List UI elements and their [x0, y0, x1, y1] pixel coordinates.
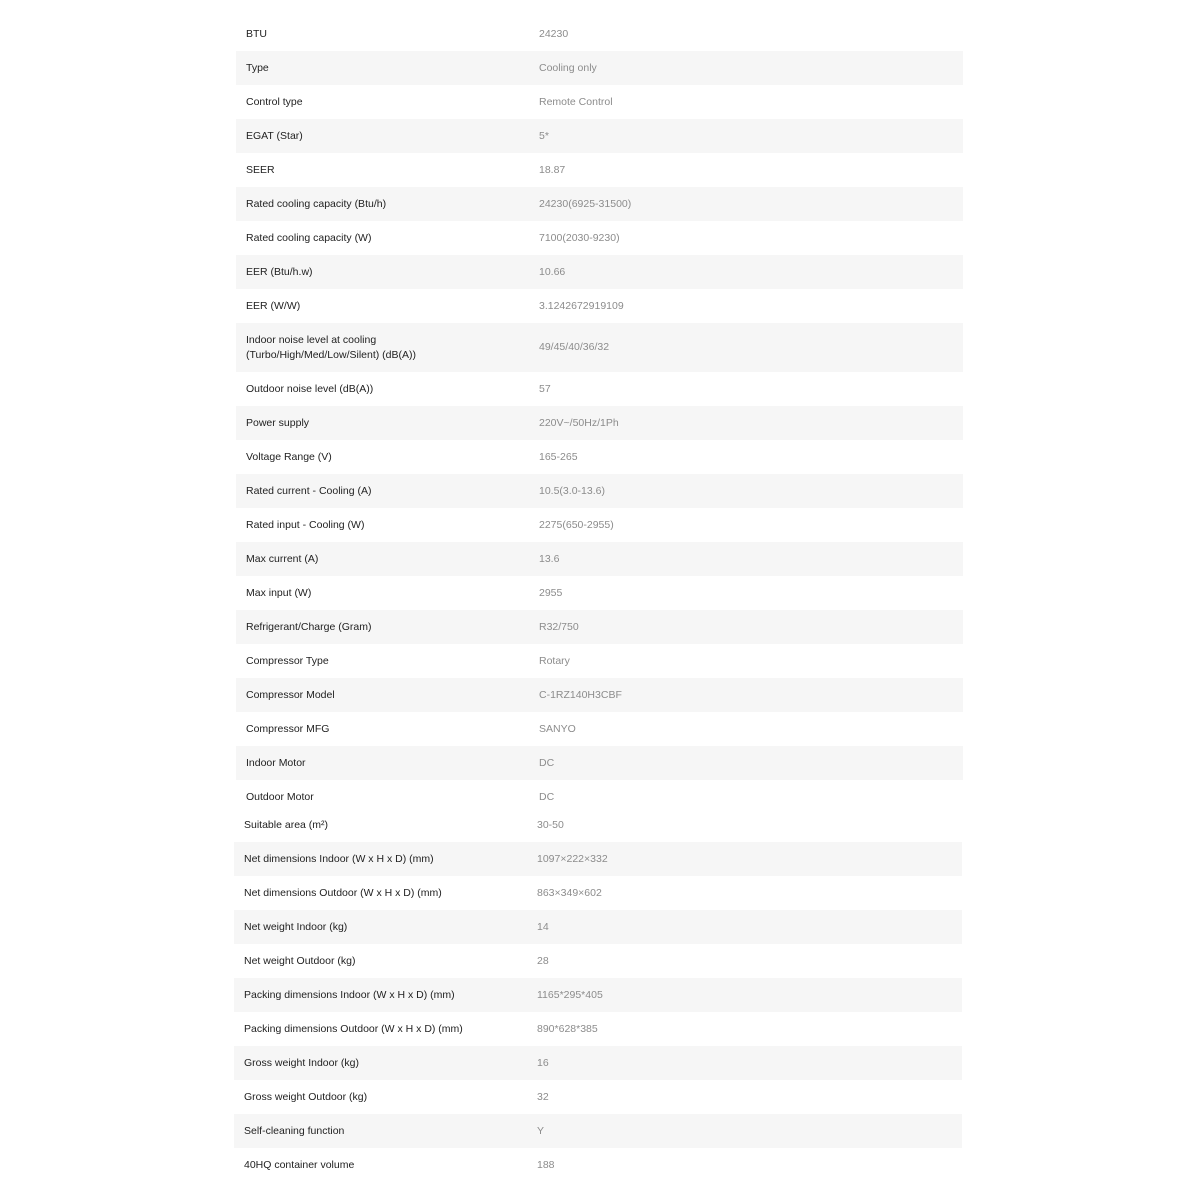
spec-label: Gross weight Indoor (kg) [244, 1056, 359, 1069]
spec-label: Compressor MFG [246, 722, 330, 735]
spec-row-compressor-mfg [236, 712, 963, 746]
spec-row-power-supply [236, 406, 963, 440]
spec-row-net-weight-indoor [234, 910, 962, 944]
spec-value: 1165*295*405 [537, 988, 603, 1001]
spec-row-suitable-area [234, 808, 962, 842]
spec-row-net-dim-indoor [234, 842, 962, 876]
spec-row-type [236, 51, 963, 85]
spec-label: SEER [246, 163, 275, 176]
spec-row-net-dim-outdoor [234, 876, 962, 910]
spec-label: EER (Btu/h.w) [246, 265, 313, 278]
spec-row-container-volume [234, 1148, 962, 1182]
spec-label: Packing dimensions Outdoor (W x H x D) (mm) [244, 1022, 463, 1035]
spec-label: Rated cooling capacity (Btu/h) [246, 197, 387, 210]
spec-label: Power supply [246, 416, 310, 429]
spec-label: Compressor Type [246, 654, 329, 667]
spec-label: Indoor Motor [246, 756, 306, 769]
spec-label: Rated current - Cooling (A) [246, 484, 372, 497]
spec-label: 40HQ container volume [244, 1158, 355, 1171]
spec-row-net-weight-outdoor [234, 944, 962, 978]
spec-row-egat-star [236, 119, 963, 153]
spec-value: 2955 [539, 586, 563, 599]
spec-value: 165-265 [539, 450, 578, 463]
spec-row-compressor-type [236, 644, 963, 678]
spec-value: 18.87 [539, 163, 566, 176]
spec-row-control-type [236, 85, 963, 119]
spec-value: SANYO [539, 722, 576, 735]
spec-value: 890*628*385 [537, 1022, 598, 1035]
spec-label: Voltage Range (V) [246, 450, 332, 463]
spec-row-btu [236, 17, 963, 51]
spec-value: 13.6 [539, 552, 560, 565]
spec-label: Gross weight Outdoor (kg) [244, 1090, 368, 1103]
spec-value: 10.5(3.0-13.6) [539, 484, 605, 497]
spec-value: 220V~/50Hz/1Ph [539, 416, 619, 429]
spec-row-eer-ww [236, 289, 963, 323]
spec-value: 49/45/40/36/32 [539, 341, 610, 353]
spec-value: Remote Control [539, 95, 613, 108]
spec-row-rated-input [236, 508, 963, 542]
spec-row-indoor-noise [236, 323, 963, 372]
spec-row-max-current [236, 542, 963, 576]
spec-value: 16 [537, 1056, 549, 1069]
spec-label: Type [246, 61, 269, 74]
spec-row-refrigerant [236, 610, 963, 644]
spec-row-gross-weight-outdoor [234, 1080, 962, 1114]
spec-value: C-1RZ140H3CBF [539, 688, 622, 701]
spec-value: DC [539, 790, 555, 803]
spec-row-packing-dim-outdoor [234, 1012, 962, 1046]
spec-row-voltage-range [236, 440, 963, 474]
spec-table-upper [236, 17, 963, 814]
spec-label: Self-cleaning function [244, 1124, 345, 1137]
spec-value: 28 [537, 954, 549, 967]
spec-row-rated-cooling-w [236, 221, 963, 255]
spec-row-packing-dim-indoor [234, 978, 962, 1012]
spec-label: Net weight Indoor (kg) [244, 920, 348, 933]
spec-row-rated-cooling-btuh [236, 187, 963, 221]
spec-value: 188 [537, 1158, 555, 1171]
spec-value: 30-50 [537, 818, 564, 831]
spec-row-indoor-motor [236, 746, 963, 780]
spec-row-seer [236, 153, 963, 187]
spec-value: 10.66 [539, 265, 566, 278]
spec-label: Max current (A) [246, 552, 319, 565]
spec-value: 3.1242672919109 [539, 299, 624, 312]
spec-value: 14 [537, 920, 549, 933]
spec-label: Outdoor Motor [246, 790, 314, 803]
spec-label: EER (W/W) [246, 299, 301, 312]
spec-label: Net weight Outdoor (kg) [244, 954, 356, 967]
spec-value: DC [539, 756, 555, 769]
spec-label: Rated cooling capacity (W) [246, 231, 372, 244]
spec-row-eer-btuhw [236, 255, 963, 289]
spec-label: Control type [246, 95, 303, 108]
spec-label: BTU [246, 27, 267, 40]
spec-label: Outdoor noise level (dB(A)) [246, 382, 374, 395]
spec-row-gross-weight-indoor [234, 1046, 962, 1080]
spec-value: 24230(6925-31500) [539, 197, 632, 210]
spec-label: EGAT (Star) [246, 129, 303, 142]
spec-label: Indoor noise level at cooling (Turbo/High/Med/Low/Silent) (dB(A)) [246, 333, 416, 361]
spec-label: Net dimensions Indoor (W x H x D) (mm) [244, 852, 434, 865]
spec-row-self-cleaning [234, 1114, 962, 1148]
spec-label: Packing dimensions Indoor (W x H x D) (mm) [244, 988, 455, 1001]
spec-value: 863×349×602 [537, 886, 602, 899]
spec-label: Rated input - Cooling (W) [246, 518, 365, 531]
spec-value: Y [537, 1124, 545, 1137]
spec-value: Rotary [539, 654, 570, 667]
spec-value: 32 [537, 1090, 549, 1103]
spec-value: 2275(650-2955) [539, 518, 614, 531]
spec-value: 57 [539, 382, 551, 395]
spec-value: Cooling only [539, 61, 597, 74]
spec-table-lower [234, 808, 962, 1182]
spec-value: R32/750 [539, 620, 579, 633]
spec-value: 5* [539, 129, 549, 142]
spec-row-outdoor-noise [236, 372, 963, 406]
spec-label: Net dimensions Outdoor (W x H x D) (mm) [244, 886, 442, 899]
spec-row-rated-current [236, 474, 963, 508]
spec-row-max-input [236, 576, 963, 610]
spec-label: Compressor Model [246, 688, 335, 701]
spec-value: 7100(2030-9230) [539, 231, 620, 244]
spec-label: Refrigerant/Charge (Gram) [246, 620, 372, 633]
spec-label: Max input (W) [246, 586, 312, 599]
spec-value: 24230 [539, 27, 569, 40]
spec-row-compressor-model [236, 678, 963, 712]
spec-label: Suitable area (m²) [244, 818, 329, 831]
spec-value: 1097×222×332 [537, 852, 608, 865]
